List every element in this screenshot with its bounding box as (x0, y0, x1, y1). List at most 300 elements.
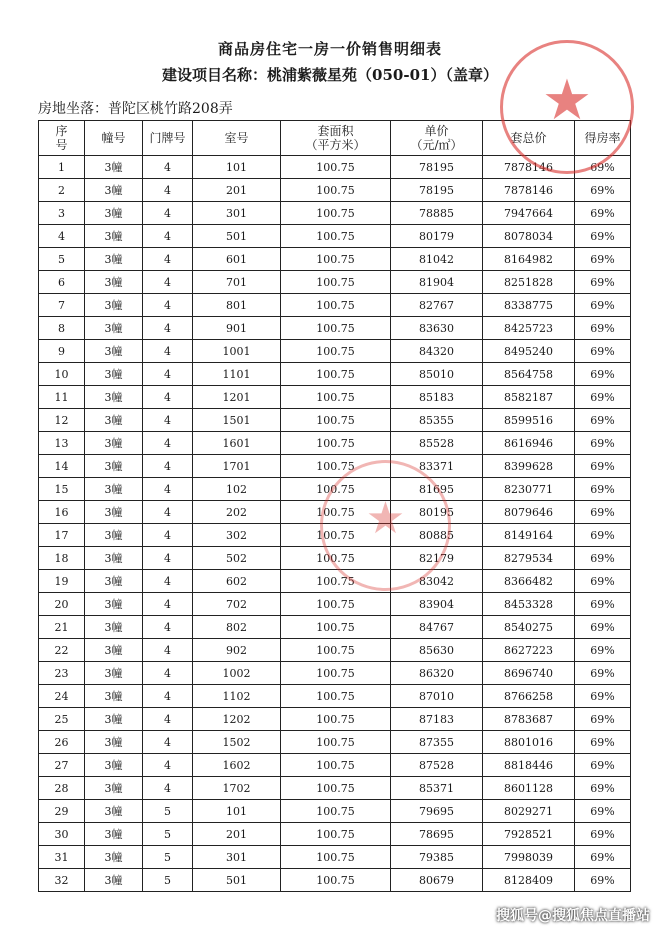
cell-door-number: 4 (143, 340, 193, 363)
cell-room: 201 (193, 179, 281, 202)
cell-area: 100.75 (281, 777, 391, 800)
cell-total-price: 8696740 (483, 662, 575, 685)
header-area-line-2: （平方米） (305, 138, 366, 152)
cell-efficiency: 69% (575, 547, 631, 570)
header-room: 室号 (193, 121, 281, 156)
seal-star-icon: ★ (365, 493, 406, 544)
cell-unit-price: 80195 (391, 501, 483, 524)
cell-door-number: 4 (143, 294, 193, 317)
cell-total-price: 8079646 (483, 501, 575, 524)
cell-serial: 14 (39, 455, 85, 478)
cell-total-price: 8818446 (483, 754, 575, 777)
cell-building: 3幢 (85, 662, 143, 685)
cell-door-number: 4 (143, 271, 193, 294)
cell-area: 100.75 (281, 294, 391, 317)
cell-serial: 11 (39, 386, 85, 409)
cell-building: 3幢 (85, 731, 143, 754)
table-row (39, 455, 631, 478)
cell-efficiency: 69% (575, 869, 631, 892)
cell-room: 301 (193, 202, 281, 225)
cell-total-price: 8783687 (483, 708, 575, 731)
cell-room: 501 (193, 225, 281, 248)
cell-unit-price: 81904 (391, 271, 483, 294)
cell-room: 1701 (193, 455, 281, 478)
cell-area: 100.75 (281, 524, 391, 547)
header-area-line-1: 套面积 (317, 124, 354, 138)
cell-efficiency: 69% (575, 708, 631, 731)
cell-efficiency: 69% (575, 409, 631, 432)
cell-room: 1201 (193, 386, 281, 409)
cell-area: 100.75 (281, 800, 391, 823)
table-row (39, 179, 631, 202)
cell-efficiency: 69% (575, 524, 631, 547)
cell-area: 100.75 (281, 846, 391, 869)
table-row (39, 777, 631, 800)
cell-area: 100.75 (281, 271, 391, 294)
cell-serial: 23 (39, 662, 85, 685)
table-row (39, 662, 631, 685)
table-row (39, 547, 631, 570)
cell-unit-price: 87355 (391, 731, 483, 754)
cell-serial: 20 (39, 593, 85, 616)
cell-efficiency: 69% (575, 156, 631, 179)
table-body (39, 156, 631, 892)
table-row (39, 685, 631, 708)
cell-building: 3幢 (85, 616, 143, 639)
cell-efficiency: 69% (575, 225, 631, 248)
table-row (39, 202, 631, 225)
cell-building: 3幢 (85, 639, 143, 662)
cell-efficiency: 69% (575, 478, 631, 501)
header-building: 幢号 (85, 121, 143, 156)
cell-building: 3幢 (85, 823, 143, 846)
cell-serial: 19 (39, 570, 85, 593)
cell-door-number: 5 (143, 846, 193, 869)
location-value: 普陀区桃竹路208弄 (108, 101, 233, 117)
cell-total-price: 8230771 (483, 478, 575, 501)
header-door-number: 门牌号 (143, 121, 193, 156)
cell-room: 902 (193, 639, 281, 662)
cell-door-number: 4 (143, 524, 193, 547)
table-row (39, 409, 631, 432)
cell-area: 100.75 (281, 547, 391, 570)
cell-efficiency: 69% (575, 685, 631, 708)
cell-serial: 13 (39, 432, 85, 455)
cell-room: 1101 (193, 363, 281, 386)
cell-door-number: 4 (143, 547, 193, 570)
cell-area: 100.75 (281, 570, 391, 593)
header-price-line-1: 单价 (424, 124, 449, 138)
cell-unit-price: 82179 (391, 547, 483, 570)
cell-unit-price: 78885 (391, 202, 483, 225)
cell-unit-price: 85355 (391, 409, 483, 432)
cell-serial: 6 (39, 271, 85, 294)
cell-serial: 8 (39, 317, 85, 340)
cell-unit-price: 81695 (391, 478, 483, 501)
table-row (39, 639, 631, 662)
cell-efficiency: 69% (575, 271, 631, 294)
cell-room: 601 (193, 248, 281, 271)
cell-total-price: 7878146 (483, 179, 575, 202)
cell-total-price: 8564758 (483, 363, 575, 386)
cell-room: 1102 (193, 685, 281, 708)
cell-unit-price: 85528 (391, 432, 483, 455)
cell-room: 1202 (193, 708, 281, 731)
cell-efficiency: 69% (575, 294, 631, 317)
cell-door-number: 4 (143, 478, 193, 501)
cell-unit-price: 79695 (391, 800, 483, 823)
cell-efficiency: 69% (575, 777, 631, 800)
cell-room: 302 (193, 524, 281, 547)
table-row (39, 869, 631, 892)
cell-area: 100.75 (281, 869, 391, 892)
cell-door-number: 4 (143, 501, 193, 524)
header-total-price: 套总价 (483, 121, 575, 156)
cell-building: 3幢 (85, 846, 143, 869)
cell-area: 100.75 (281, 409, 391, 432)
cell-serial: 4 (39, 225, 85, 248)
cell-efficiency: 69% (575, 363, 631, 386)
cell-building: 3幢 (85, 524, 143, 547)
cell-building: 3幢 (85, 409, 143, 432)
cell-area: 100.75 (281, 156, 391, 179)
cell-room: 1001 (193, 340, 281, 363)
cell-door-number: 4 (143, 202, 193, 225)
cell-total-price: 7998039 (483, 846, 575, 869)
cell-unit-price: 85630 (391, 639, 483, 662)
cell-serial: 5 (39, 248, 85, 271)
cell-building: 3幢 (85, 869, 143, 892)
cell-serial: 7 (39, 294, 85, 317)
cell-room: 201 (193, 823, 281, 846)
cell-unit-price: 78195 (391, 156, 483, 179)
cell-efficiency: 69% (575, 823, 631, 846)
cell-unit-price: 83630 (391, 317, 483, 340)
cell-building: 3幢 (85, 777, 143, 800)
cell-door-number: 5 (143, 823, 193, 846)
cell-area: 100.75 (281, 455, 391, 478)
cell-serial: 31 (39, 846, 85, 869)
cell-efficiency: 69% (575, 662, 631, 685)
cell-total-price: 8582187 (483, 386, 575, 409)
cell-serial: 22 (39, 639, 85, 662)
cell-room: 1002 (193, 662, 281, 685)
cell-building: 3幢 (85, 386, 143, 409)
cell-total-price: 8128409 (483, 869, 575, 892)
cell-serial: 3 (39, 202, 85, 225)
header-efficiency: 得房率 (575, 121, 631, 156)
cell-total-price: 8616946 (483, 432, 575, 455)
cell-unit-price: 80885 (391, 524, 483, 547)
cell-serial: 1 (39, 156, 85, 179)
table-row (39, 386, 631, 409)
cell-serial: 10 (39, 363, 85, 386)
cell-total-price: 8366482 (483, 570, 575, 593)
cell-unit-price: 80179 (391, 225, 483, 248)
cell-room: 102 (193, 478, 281, 501)
cell-door-number: 4 (143, 685, 193, 708)
cell-door-number: 4 (143, 225, 193, 248)
cell-door-number: 4 (143, 593, 193, 616)
cell-room: 802 (193, 616, 281, 639)
cell-serial: 29 (39, 800, 85, 823)
cell-serial: 24 (39, 685, 85, 708)
cell-door-number: 4 (143, 731, 193, 754)
cell-serial: 15 (39, 478, 85, 501)
table-row (39, 501, 631, 524)
cell-efficiency: 69% (575, 593, 631, 616)
project-line (0, 64, 660, 85)
table-row (39, 754, 631, 777)
cell-area: 100.75 (281, 478, 391, 501)
table-row (39, 294, 631, 317)
cell-efficiency: 69% (575, 340, 631, 363)
cell-unit-price: 86320 (391, 662, 483, 685)
cell-door-number: 4 (143, 639, 193, 662)
cell-building: 3幢 (85, 800, 143, 823)
cell-total-price: 8627223 (483, 639, 575, 662)
header-unit-price (391, 121, 483, 156)
cell-serial: 9 (39, 340, 85, 363)
cell-room: 1501 (193, 409, 281, 432)
cell-serial: 27 (39, 754, 85, 777)
cell-area: 100.75 (281, 363, 391, 386)
cell-building: 3幢 (85, 501, 143, 524)
cell-efficiency: 69% (575, 248, 631, 271)
cell-door-number: 4 (143, 432, 193, 455)
cell-building: 3幢 (85, 593, 143, 616)
cell-door-number: 4 (143, 754, 193, 777)
cell-room: 602 (193, 570, 281, 593)
cell-efficiency: 69% (575, 616, 631, 639)
cell-serial: 21 (39, 616, 85, 639)
cell-total-price: 8766258 (483, 685, 575, 708)
cell-building: 3幢 (85, 317, 143, 340)
cell-serial: 17 (39, 524, 85, 547)
cell-room: 801 (193, 294, 281, 317)
table-row (39, 225, 631, 248)
cell-room: 701 (193, 271, 281, 294)
table-row (39, 478, 631, 501)
cell-area: 100.75 (281, 639, 391, 662)
cell-door-number: 4 (143, 662, 193, 685)
location-line (38, 98, 233, 118)
table-row (39, 846, 631, 869)
cell-unit-price: 85371 (391, 777, 483, 800)
cell-unit-price: 84320 (391, 340, 483, 363)
cell-door-number: 4 (143, 156, 193, 179)
cell-area: 100.75 (281, 248, 391, 271)
cell-area: 100.75 (281, 386, 391, 409)
cell-unit-price: 87528 (391, 754, 483, 777)
cell-area: 100.75 (281, 754, 391, 777)
cell-efficiency: 69% (575, 846, 631, 869)
cell-room: 1602 (193, 754, 281, 777)
cell-area: 100.75 (281, 202, 391, 225)
cell-building: 3幢 (85, 754, 143, 777)
cell-building: 3幢 (85, 340, 143, 363)
cell-total-price: 8029271 (483, 800, 575, 823)
cell-efficiency: 69% (575, 501, 631, 524)
cell-serial: 28 (39, 777, 85, 800)
cell-building: 3幢 (85, 685, 143, 708)
cell-door-number: 4 (143, 248, 193, 271)
header-price-line-2: （元/㎡） (410, 138, 463, 152)
cell-area: 100.75 (281, 823, 391, 846)
cell-total-price: 8601128 (483, 777, 575, 800)
table-row (39, 593, 631, 616)
cell-door-number: 4 (143, 179, 193, 202)
cell-building: 3幢 (85, 455, 143, 478)
cell-building: 3幢 (85, 432, 143, 455)
cell-total-price: 8251828 (483, 271, 575, 294)
cell-total-price: 8078034 (483, 225, 575, 248)
header-serial-char-2: 号 (55, 138, 68, 152)
table-row (39, 800, 631, 823)
table-row (39, 708, 631, 731)
cell-building: 3幢 (85, 294, 143, 317)
cell-room: 501 (193, 869, 281, 892)
cell-area: 100.75 (281, 616, 391, 639)
cell-unit-price: 85183 (391, 386, 483, 409)
cell-unit-price: 78695 (391, 823, 483, 846)
cell-building: 3幢 (85, 547, 143, 570)
project-label: 建设项目名称： (162, 66, 268, 84)
cell-door-number: 4 (143, 777, 193, 800)
table-row (39, 432, 631, 455)
cell-area: 100.75 (281, 179, 391, 202)
cell-efficiency: 69% (575, 731, 631, 754)
cell-door-number: 4 (143, 455, 193, 478)
cell-unit-price: 83042 (391, 570, 483, 593)
sales-table (38, 120, 631, 892)
cell-total-price: 7878146 (483, 156, 575, 179)
table-header-row (39, 121, 631, 156)
cell-total-price: 8453328 (483, 593, 575, 616)
cell-serial: 26 (39, 731, 85, 754)
cell-efficiency: 69% (575, 317, 631, 340)
cell-total-price: 7928521 (483, 823, 575, 846)
table-row (39, 524, 631, 547)
table-row (39, 317, 631, 340)
cell-building: 3幢 (85, 708, 143, 731)
cell-unit-price: 78195 (391, 179, 483, 202)
table-row (39, 340, 631, 363)
cell-unit-price: 82767 (391, 294, 483, 317)
cell-building: 3幢 (85, 271, 143, 294)
header-serial-char-1: 序 (55, 124, 68, 138)
cell-room: 901 (193, 317, 281, 340)
cell-unit-price: 83904 (391, 593, 483, 616)
table-row (39, 156, 631, 179)
cell-serial: 25 (39, 708, 85, 731)
cell-building: 3幢 (85, 156, 143, 179)
cell-building: 3幢 (85, 478, 143, 501)
cell-efficiency: 69% (575, 639, 631, 662)
table-row (39, 248, 631, 271)
cell-total-price: 8540275 (483, 616, 575, 639)
cell-door-number: 5 (143, 869, 193, 892)
cell-total-price: 7947664 (483, 202, 575, 225)
cell-total-price: 8279534 (483, 547, 575, 570)
cell-efficiency: 69% (575, 202, 631, 225)
table-row (39, 823, 631, 846)
cell-building: 3幢 (85, 202, 143, 225)
cell-room: 202 (193, 501, 281, 524)
cell-efficiency: 69% (575, 179, 631, 202)
source-watermark: 搜狐号@搜狐焦点直播站 (496, 908, 650, 924)
cell-area: 100.75 (281, 432, 391, 455)
cell-room: 502 (193, 547, 281, 570)
cell-serial: 18 (39, 547, 85, 570)
cell-total-price: 8495240 (483, 340, 575, 363)
document-title: 商品房住宅一房一价销售明细表 (217, 40, 442, 58)
cell-efficiency: 69% (575, 432, 631, 455)
cell-efficiency: 69% (575, 570, 631, 593)
cell-total-price: 8425723 (483, 317, 575, 340)
table-row (39, 363, 631, 386)
cell-door-number: 4 (143, 409, 193, 432)
cell-efficiency: 69% (575, 754, 631, 777)
cell-room: 301 (193, 846, 281, 869)
cell-serial: 12 (39, 409, 85, 432)
cell-unit-price: 85010 (391, 363, 483, 386)
cell-door-number: 4 (143, 363, 193, 386)
cell-room: 101 (193, 800, 281, 823)
cell-room: 702 (193, 593, 281, 616)
cell-total-price: 8338775 (483, 294, 575, 317)
cell-efficiency: 69% (575, 386, 631, 409)
cell-door-number: 4 (143, 570, 193, 593)
cell-building: 3幢 (85, 179, 143, 202)
cell-unit-price: 84767 (391, 616, 483, 639)
table-row (39, 731, 631, 754)
cell-area: 100.75 (281, 225, 391, 248)
cell-efficiency: 69% (575, 455, 631, 478)
cell-serial: 16 (39, 501, 85, 524)
cell-door-number: 4 (143, 708, 193, 731)
cell-room: 101 (193, 156, 281, 179)
cell-area: 100.75 (281, 593, 391, 616)
seal-star-icon: ★ (541, 68, 593, 133)
cell-area: 100.75 (281, 708, 391, 731)
cell-building: 3幢 (85, 248, 143, 271)
cell-efficiency: 69% (575, 800, 631, 823)
cell-room: 1502 (193, 731, 281, 754)
cell-serial: 32 (39, 869, 85, 892)
cell-total-price: 8801016 (483, 731, 575, 754)
cell-door-number: 4 (143, 386, 193, 409)
location-label: 房地坐落： (38, 101, 108, 117)
cell-unit-price: 87010 (391, 685, 483, 708)
table-row (39, 570, 631, 593)
cell-unit-price: 83371 (391, 455, 483, 478)
table-row (39, 271, 631, 294)
header-serial (39, 121, 85, 156)
cell-unit-price: 79385 (391, 846, 483, 869)
cell-total-price: 8399628 (483, 455, 575, 478)
cell-unit-price: 87183 (391, 708, 483, 731)
cell-door-number: 5 (143, 800, 193, 823)
cell-serial: 2 (39, 179, 85, 202)
cell-total-price: 8599516 (483, 409, 575, 432)
project-name: 桃浦紫薇星苑（050-01）（盖章） (267, 66, 498, 84)
cell-room: 1601 (193, 432, 281, 455)
cell-room: 1702 (193, 777, 281, 800)
cell-serial: 30 (39, 823, 85, 846)
cell-area: 100.75 (281, 685, 391, 708)
table-row (39, 616, 631, 639)
